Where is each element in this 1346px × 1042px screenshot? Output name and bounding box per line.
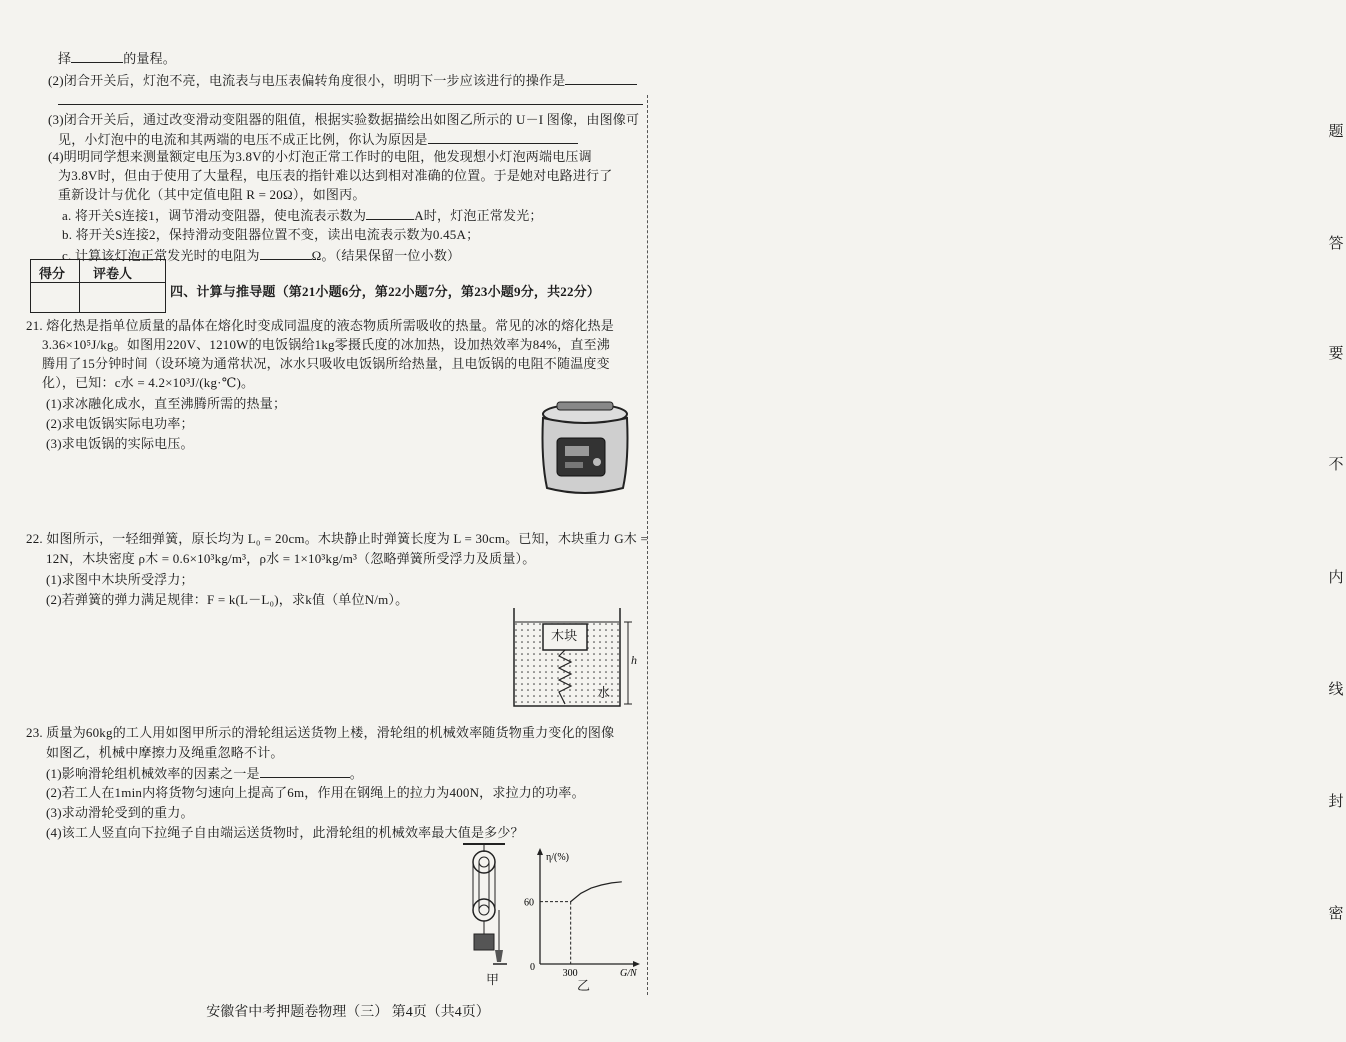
origin-label: 0 xyxy=(530,962,535,973)
y-tick-label: 60 xyxy=(524,897,534,909)
answer-blank[interactable] xyxy=(260,765,350,778)
binding-line xyxy=(647,95,648,995)
score-label: 得分 xyxy=(39,266,66,281)
h-label: h xyxy=(631,653,638,667)
grader-label: 评卷人 xyxy=(93,266,133,281)
score-box xyxy=(30,259,166,313)
answer-blank[interactable] xyxy=(71,50,123,63)
margin-char: 内 xyxy=(1328,570,1344,586)
line-q20-4f: c. 计算该灯泡正常发光时的电阻为 Ω。（结果保留一位小数） xyxy=(62,248,461,263)
section-title: 四、计算与推导题（第21小题6分，第22小题7分，第23小题9分，共22分） xyxy=(170,284,601,299)
q23-line-1: 23. 质量为60kg的工人用如图甲所示的滑轮组运送货物上楼，滑轮组的机械效率随货物重力变化的图像 xyxy=(26,725,615,740)
q21-line-3: 腾用了15分钟时间（设环境为通常状况，冰水只吸收电饭锅所给热量，且电饭锅的电阻不随温度变 xyxy=(42,356,610,371)
q21-part-2: (2)求电饭锅实际电功率； xyxy=(46,416,194,431)
answer-blank[interactable] xyxy=(565,72,637,85)
y-axis-label: η/(%) xyxy=(546,852,569,863)
line-q20-3a: (3)闭合开关后，通过改变滑动变阻器的阻值，根据实验数据描绘出如图乙所示的 U－I 图像，由图像可 xyxy=(48,112,640,127)
block-label: 木块 xyxy=(551,628,578,643)
x-tick-label: 300 xyxy=(562,968,578,979)
answer-blank[interactable] xyxy=(428,131,578,144)
answer-line[interactable] xyxy=(58,96,643,105)
q21-line-2: 3.36×10⁵J/kg。如图用220V、1210W的电饭锅给1kg零摄氏度的冰加热，设加热效率为84%，直至沸 xyxy=(42,337,610,352)
q22-part-2: (2)若弹簧的弹力满足规律：F = k(L－L₀)，求k值（单位N/m）。 xyxy=(46,592,409,607)
page-footer: 安徽省中考押题卷物理（三） 第4页（共4页） xyxy=(206,1005,490,1020)
line-q20-4d: a. 将开关S连接1，调节滑动变阻器，使电流表示数为 A时，灯泡正常发光； xyxy=(62,208,543,223)
answer-blank[interactable] xyxy=(366,207,414,220)
q23-part-2: (2)若工人在1min内将货物匀速向上提高了6m，作用在钢绳上的拉力为400N，求拉力的功率。 xyxy=(46,785,585,800)
spring-block-figure xyxy=(508,604,648,714)
answer-blank[interactable] xyxy=(260,247,312,260)
margin-char: 线 xyxy=(1328,682,1344,698)
pulley-figure xyxy=(455,840,515,975)
line-q20-2: (2)闭合开关后，灯泡不亮，电流表与电压表偏转角度很小，明明下一步应该进行的操作是 xyxy=(48,72,637,89)
q21-line-4: 化），已知：c水 = 4.2×10³J/(kg·℃)。 xyxy=(42,375,255,390)
margin-char: 题 xyxy=(1328,124,1344,140)
q22-part-1: (1)求图中木块所受浮力； xyxy=(46,572,194,587)
x-axis-label: G/N xyxy=(620,968,637,979)
margin-char: 密 xyxy=(1328,906,1344,922)
margin-char: 封 xyxy=(1328,794,1344,810)
margin-char: 不 xyxy=(1328,457,1344,473)
rice-cooker-image xyxy=(535,400,635,500)
line-q20-4a: (4)明明同学想来测量额定电压为3.8V的小灯泡正常工作时的电阻，他发现想小灯泡两端电压调 xyxy=(48,149,592,164)
efficiency-curve xyxy=(571,882,622,902)
q22-line-1: 22. 如图所示，一轻细弹簧，原长均为 L₀ = 20cm。木块静止时弹簧长度为 L = 30cm。已知，木块重力 G木 = xyxy=(26,531,648,546)
line-q20-4e: b. 将开关S连接2，保持滑动变阻器位置不变，读出电流表示数为0.45A； xyxy=(62,227,480,242)
q23-line-2: 如图乙，机械中摩擦力及绳重忽略不计。 xyxy=(46,745,284,760)
fig-yi-label: 乙 xyxy=(577,978,591,993)
q22-line-2: 12N，木块密度 ρ木 = 0.6×10³kg/m³，ρ水 = 1×10³kg/m³（忽略弹簧所受浮力及质量）。 xyxy=(46,551,536,566)
margin-char: 答 xyxy=(1328,236,1344,252)
q21-part-1: (1)求冰融化成水，直至沸腾所需的热量； xyxy=(46,396,287,411)
q23-part-1: (1)影响滑轮组机械效率的因素之一是 。 xyxy=(46,766,363,781)
q21-part-3: (3)求电饭锅的实际电压。 xyxy=(46,436,194,451)
efficiency-chart xyxy=(512,846,642,979)
q23-part-3: (3)求动滑轮受到的重力。 xyxy=(46,805,194,820)
q21-line-1: 21. 熔化热是指单位质量的晶体在熔化时变成同温度的液态物质所需吸收的热量。常见的冰的熔化热是 xyxy=(26,318,614,333)
margin-char: 要 xyxy=(1328,346,1344,362)
water-label: 水 xyxy=(597,685,611,700)
line-q20-4c: 重新设计与优化（其中定值电阻 R = 20Ω），如图丙。 xyxy=(58,187,366,202)
line-q20-3b: 见，小灯泡中的电流和其两端的电压不成正比例，你认为原因是 xyxy=(58,131,578,148)
line-q20-4b: 为3.8V时，但由于使用了大量程，电压表的指针难以达到相对准确的位置。于是她对电路进行了 xyxy=(58,168,613,183)
line-q20-1: 择 的量程。 xyxy=(58,51,177,66)
binding-margin xyxy=(660,0,1344,1042)
q23-part-4: (4)该工人竖直向下拉绳子自由端运送货物时，此滑轮组的机械效率最大值是多少？ xyxy=(46,825,524,840)
fig-jia-label: 甲 xyxy=(486,972,500,987)
